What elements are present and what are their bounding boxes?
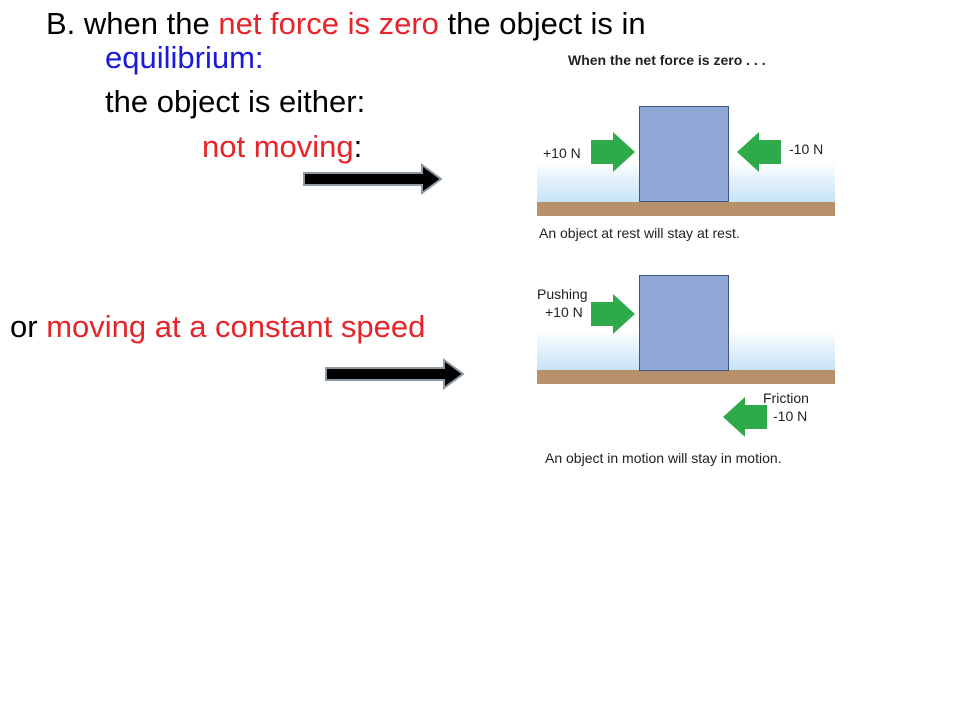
friction-label: Friction bbox=[763, 390, 809, 406]
net-force-highlight: net force is zero bbox=[218, 6, 439, 41]
figure-title: When the net force is zero . . . bbox=[568, 52, 766, 68]
green-arrow-right-icon bbox=[591, 294, 637, 334]
constant-speed-highlight: moving at a constant speed bbox=[46, 309, 426, 344]
not-moving-line bbox=[202, 131, 362, 162]
rest-caption: An object at rest will stay at rest. bbox=[539, 225, 740, 241]
not-moving-highlight: not moving bbox=[202, 129, 354, 164]
push-force-label: +10 N bbox=[545, 304, 583, 320]
rest-right-force-label: -10 N bbox=[789, 141, 824, 157]
green-arrow-left-icon bbox=[735, 132, 781, 172]
motion-block bbox=[639, 275, 729, 371]
heading-prefix: B. when the bbox=[46, 6, 219, 41]
friction-force-label: -10 N bbox=[773, 408, 808, 424]
push-label: Pushing bbox=[537, 286, 588, 302]
heading-line bbox=[46, 8, 646, 39]
equilibrium-term: equilibrium: bbox=[105, 40, 264, 75]
rest-floor bbox=[537, 202, 835, 216]
rest-panel bbox=[537, 106, 835, 252]
motion-panel bbox=[537, 275, 835, 470]
heading-suffix: the object is in bbox=[438, 6, 646, 41]
green-arrow-right-icon bbox=[591, 132, 637, 172]
green-arrow-left-icon bbox=[721, 397, 767, 437]
or-word: or bbox=[10, 309, 47, 344]
rest-left-force-label: +10 N bbox=[543, 145, 581, 161]
motion-floor bbox=[537, 370, 835, 384]
pointer-arrow-top bbox=[300, 162, 445, 196]
not-moving-colon: : bbox=[353, 129, 363, 164]
pointer-arrow-bottom bbox=[322, 357, 467, 391]
motion-caption: An object in motion will stay in motion. bbox=[545, 450, 782, 466]
rest-block bbox=[639, 106, 729, 202]
either-line: the object is either: bbox=[105, 84, 366, 119]
constant-speed-line bbox=[10, 311, 425, 342]
